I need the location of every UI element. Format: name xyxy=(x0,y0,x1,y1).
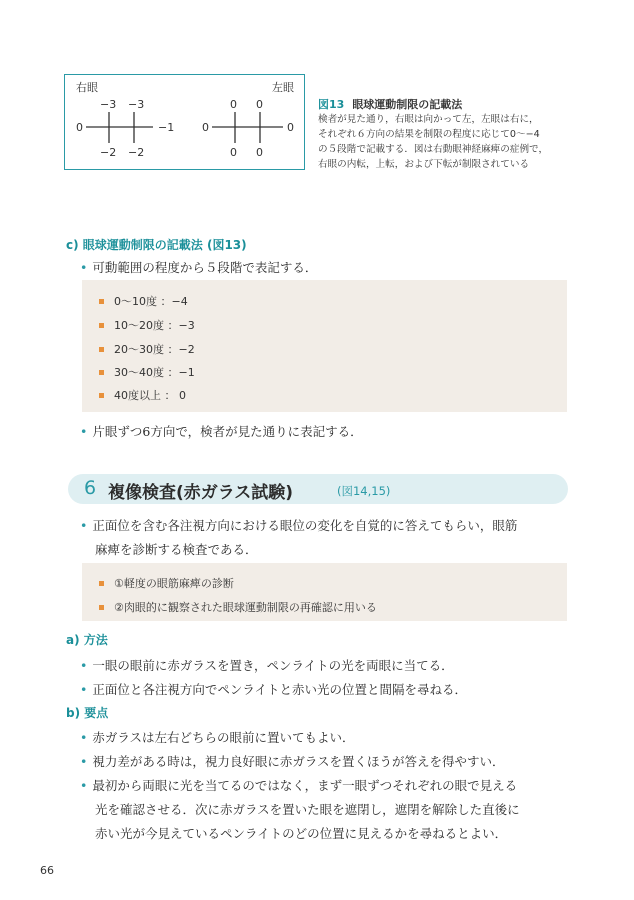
right-eye-upper-outer: −3 xyxy=(100,98,117,111)
right-eye-lower-outer: −2 xyxy=(100,146,117,159)
figure-caption-body xyxy=(318,112,580,172)
method-bullet xyxy=(80,680,467,698)
points-bullet xyxy=(80,776,517,794)
caption-line: それぞれ６方向の結果を制限の程度に応じて0〜−4 xyxy=(318,129,540,140)
caption-line: 右眼の内転，上転，および下転が制限されている xyxy=(318,159,530,170)
section-c-heading: c) 眼球運動制限の記載法 (図13) xyxy=(66,238,247,252)
section-6-figure-ref: (図14,15) xyxy=(337,484,391,498)
bullet-text: 片眼ずつ6方向で，検者が見た通りに表記する． xyxy=(92,424,363,439)
bullet-text: 正面位と各注視方向でペンライトと赤い光の位置と間隔を尋ねる． xyxy=(92,682,468,697)
use-item: ②肉眼的に観察された眼球運動制限の再確認に用いる xyxy=(99,599,377,615)
left-eye-upper-inner: 0 xyxy=(230,98,237,111)
bullet-text: 最初から両眼に光を当てるのではなく，まず一眼ずつそれぞれの眼で見える xyxy=(92,778,518,793)
bullet-dot: • xyxy=(80,424,88,439)
figure-caption-label: 図13 xyxy=(318,98,345,111)
right-eye-horizontal-inner: −1 xyxy=(158,121,175,134)
right-eye-label: 右眼 xyxy=(76,81,98,94)
points-bullet xyxy=(80,728,355,746)
use-item: ①軽度の眼筋麻痺の診断 xyxy=(99,575,234,591)
left-eye-lower-inner: 0 xyxy=(230,146,237,159)
bullet-dot: • xyxy=(80,260,88,275)
bullet-dot: • xyxy=(80,518,88,533)
points-bullet xyxy=(80,752,505,770)
right-eye-chart xyxy=(76,98,174,159)
section-6-bullet-continued: 麻痺を診断する検査である． xyxy=(95,542,258,557)
square-bullet-icon xyxy=(99,393,104,398)
bullet-dot: • xyxy=(80,778,88,793)
bullet-text: 可動範囲の程度から５段階で表記する． xyxy=(92,260,318,275)
square-bullet-icon xyxy=(99,605,104,610)
grade-item: 20〜30度 ：−2 xyxy=(99,341,195,357)
right-eye-lower-inner: −2 xyxy=(128,146,145,159)
square-bullet-icon xyxy=(99,370,104,375)
grade-item: 30〜40度 ：−1 xyxy=(99,364,195,380)
left-eye-horizontal-outer: 0 xyxy=(287,121,294,134)
section-6-number: 6 xyxy=(84,477,97,499)
left-eye-horizontal-inner: 0 xyxy=(202,121,209,134)
points-heading: b) 要点 xyxy=(66,706,109,720)
square-bullet-icon xyxy=(99,347,104,352)
points-bullet-continued: 光を確認させる．次に赤ガラスを置いた眼を遮閉し，遮閉を解除した直後に xyxy=(95,802,520,817)
right-eye-upper-inner: −3 xyxy=(128,98,145,111)
page-number: 66 xyxy=(40,864,54,877)
grade-item: 10〜20度 ：−3 xyxy=(99,317,195,333)
section-c-bullet-1 xyxy=(80,258,317,276)
section-6-bullet xyxy=(80,516,517,534)
left-eye-lower-outer: 0 xyxy=(256,146,263,159)
left-eye-label: 左眼 xyxy=(272,81,294,94)
figure-caption-title-text: 眼球運動制限の記載法 xyxy=(352,98,463,111)
caption-line: の５段階で記載する．図は右動眼神経麻痺の症例で， xyxy=(318,144,549,155)
bullet-text: 一眼の眼前に赤ガラスを置き，ペンライトの光を両眼に当てる． xyxy=(92,658,454,673)
right-eye-horizontal-outer: 0 xyxy=(76,121,83,134)
grade-item: 40度以上 ： 0 xyxy=(99,387,186,403)
caption-line: 検者が見た通り，右眼は向かって左，左眼は右に， xyxy=(318,114,539,125)
left-eye-upper-outer: 0 xyxy=(256,98,263,111)
square-bullet-icon xyxy=(99,323,104,328)
grade-item: 0〜10度 ：−4 xyxy=(99,293,188,309)
points-bullet-continued: 赤い光が今見えているペンライトのどの位置に見えるかを尋ねるとよい． xyxy=(95,826,508,841)
method-bullet xyxy=(80,656,454,674)
bullet-dot: • xyxy=(80,730,88,745)
bullet-dot: • xyxy=(80,754,88,769)
bullet-text: 赤ガラスは左右どちらの眼前に置いてもよい． xyxy=(92,730,355,745)
bullet-text: 視力差がある時は，視力良好眼に赤ガラスを置くほうが答えを得やすい． xyxy=(92,754,505,769)
bullet-dot: • xyxy=(80,658,88,673)
left-eye-chart xyxy=(202,98,294,159)
eye-movement-diagram xyxy=(64,74,305,170)
figure-caption-title xyxy=(318,96,462,112)
method-heading: a) 方法 xyxy=(66,633,108,647)
section-6-title: 複像検査(赤ガラス試験) xyxy=(108,483,294,503)
section-c-bullet-2 xyxy=(80,422,363,440)
square-bullet-icon xyxy=(99,581,104,586)
square-bullet-icon xyxy=(99,299,104,304)
bullet-dot: • xyxy=(80,682,88,697)
bullet-text: 正面位を含む各注視方向における眼位の変化を自覚的に答えてもらい，眼筋 xyxy=(92,518,518,533)
